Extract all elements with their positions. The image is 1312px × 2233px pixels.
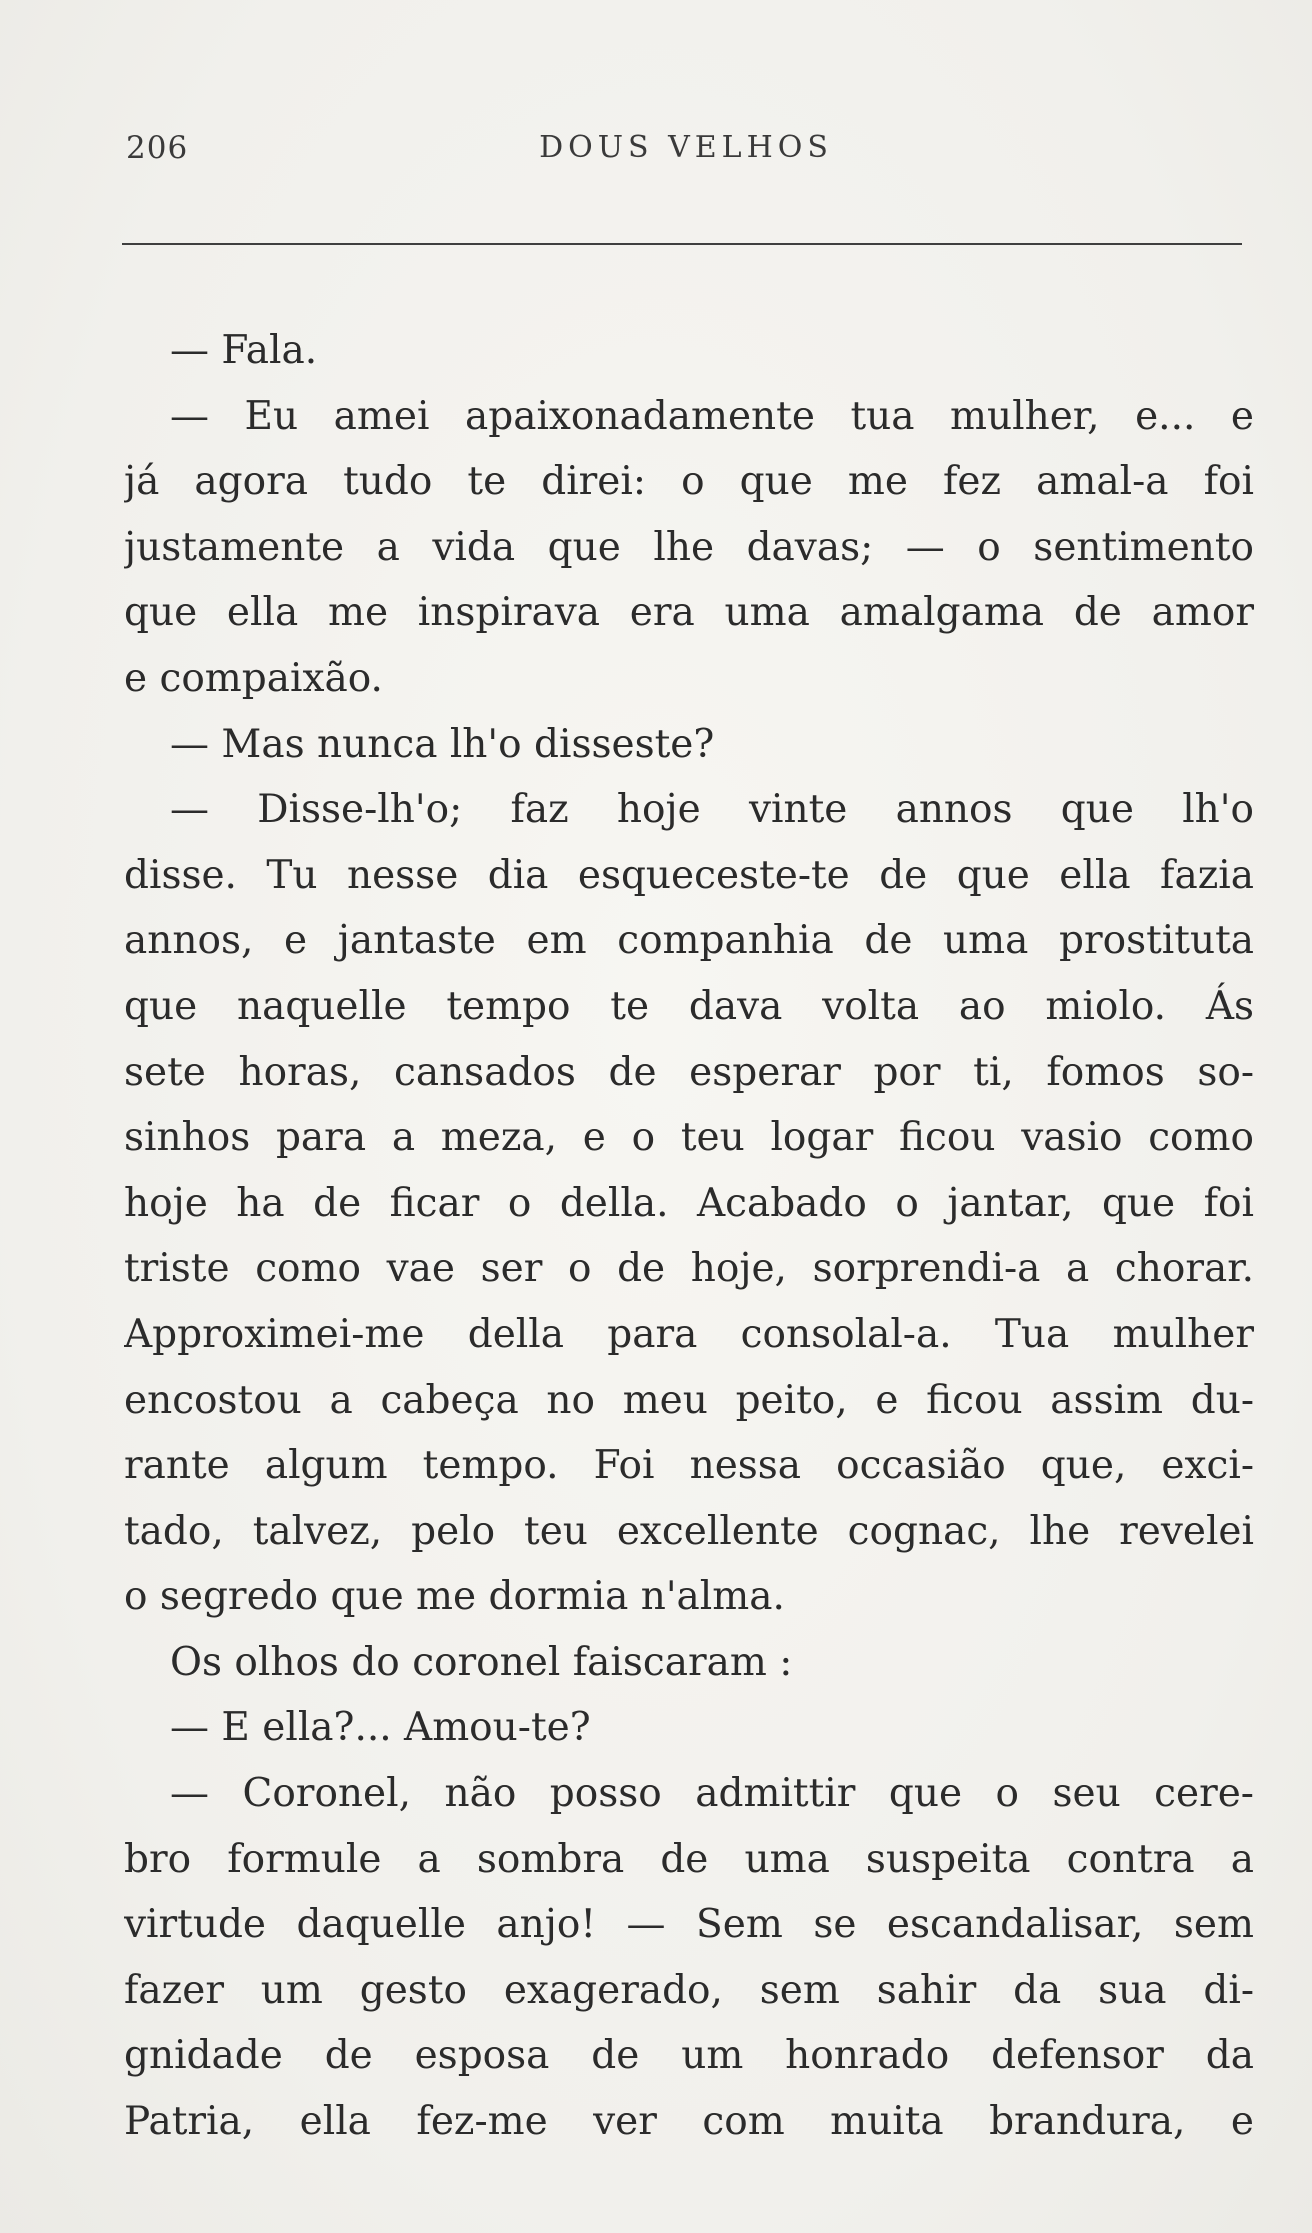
text-line: virtude daquelle anjo! — Sem se escandalisar, sem	[124, 1902, 1254, 1948]
text-line: — Fala.	[170, 328, 318, 373]
text-line: gnidade de esposa de um honrado defensor da	[124, 2033, 1254, 2079]
text-line: — Mas nunca lh'o disseste?	[170, 721, 715, 767]
text-line: o segredo que me dormia n'alma.	[124, 1574, 785, 1620]
text-line: sete horas, cansados de esperar por ti, fomos so-	[124, 1049, 1254, 1095]
text-line: que naquelle tempo te dava volta ao miolo. Ás	[124, 983, 1254, 1029]
text-line: rante algum tempo. Foi nessa occasião que, exci-	[124, 1443, 1254, 1489]
text-line: Os olhos do coronel faiscaram :	[170, 1639, 793, 1685]
text-line: e compaixão.	[124, 655, 383, 701]
running-title: DOUS VELHOS	[539, 130, 833, 165]
text-line: — Eu amei apaixonadamente tua mulher, e... e	[170, 393, 1254, 439]
text-line: justamente a vida que lhe davas; — o sentimento	[124, 524, 1254, 570]
text-line: Patria, ella fez-me ver com muita brandura, e	[124, 2099, 1254, 2145]
text-line: — E ella?... Amou-te?	[170, 1705, 591, 1751]
text-line: triste como vae ser o de hoje, sorprendi-a a chorar.	[124, 1246, 1254, 1292]
text-line: fazer um gesto exagerado, sem sahir da sua di-	[124, 1967, 1254, 2013]
text-line: Approximei-me della para consolal-a. Tua mulher	[124, 1311, 1254, 1357]
page-number: 206	[126, 130, 189, 166]
text-line: encostou a cabeça no meu peito, e ficou assim du-	[124, 1377, 1254, 1423]
header-rule	[122, 243, 1242, 245]
text-line: — Disse-lh'o; faz hoje vinte annos que lh'o	[170, 787, 1254, 833]
body-text	[124, 318, 1254, 2155]
text-line: tado, talvez, pelo teu excellente cognac, lhe revelei	[124, 1508, 1254, 1554]
text-line: sinhos para a meza, e o teu logar ficou vasio como	[124, 1115, 1254, 1161]
text-line: que ella me inspirava era uma amalgama de amor	[124, 590, 1254, 636]
text-line: bro formule a sombra de uma suspeita contra a	[124, 1836, 1254, 1882]
text-line: já agora tudo te direi: o que me fez amal-a foi	[124, 459, 1254, 505]
page-header	[126, 130, 1246, 180]
text-line: annos, e jantaste em companhia de uma prostituta	[124, 918, 1254, 964]
text-line: hoje ha de ficar o della. Acabado o jantar, que foi	[124, 1180, 1254, 1226]
text-line: — Coronel, não posso admittir que o seu cere-	[170, 1771, 1254, 1817]
text-line: disse. Tu nesse dia esqueceste-te de que ella fazia	[124, 852, 1254, 898]
